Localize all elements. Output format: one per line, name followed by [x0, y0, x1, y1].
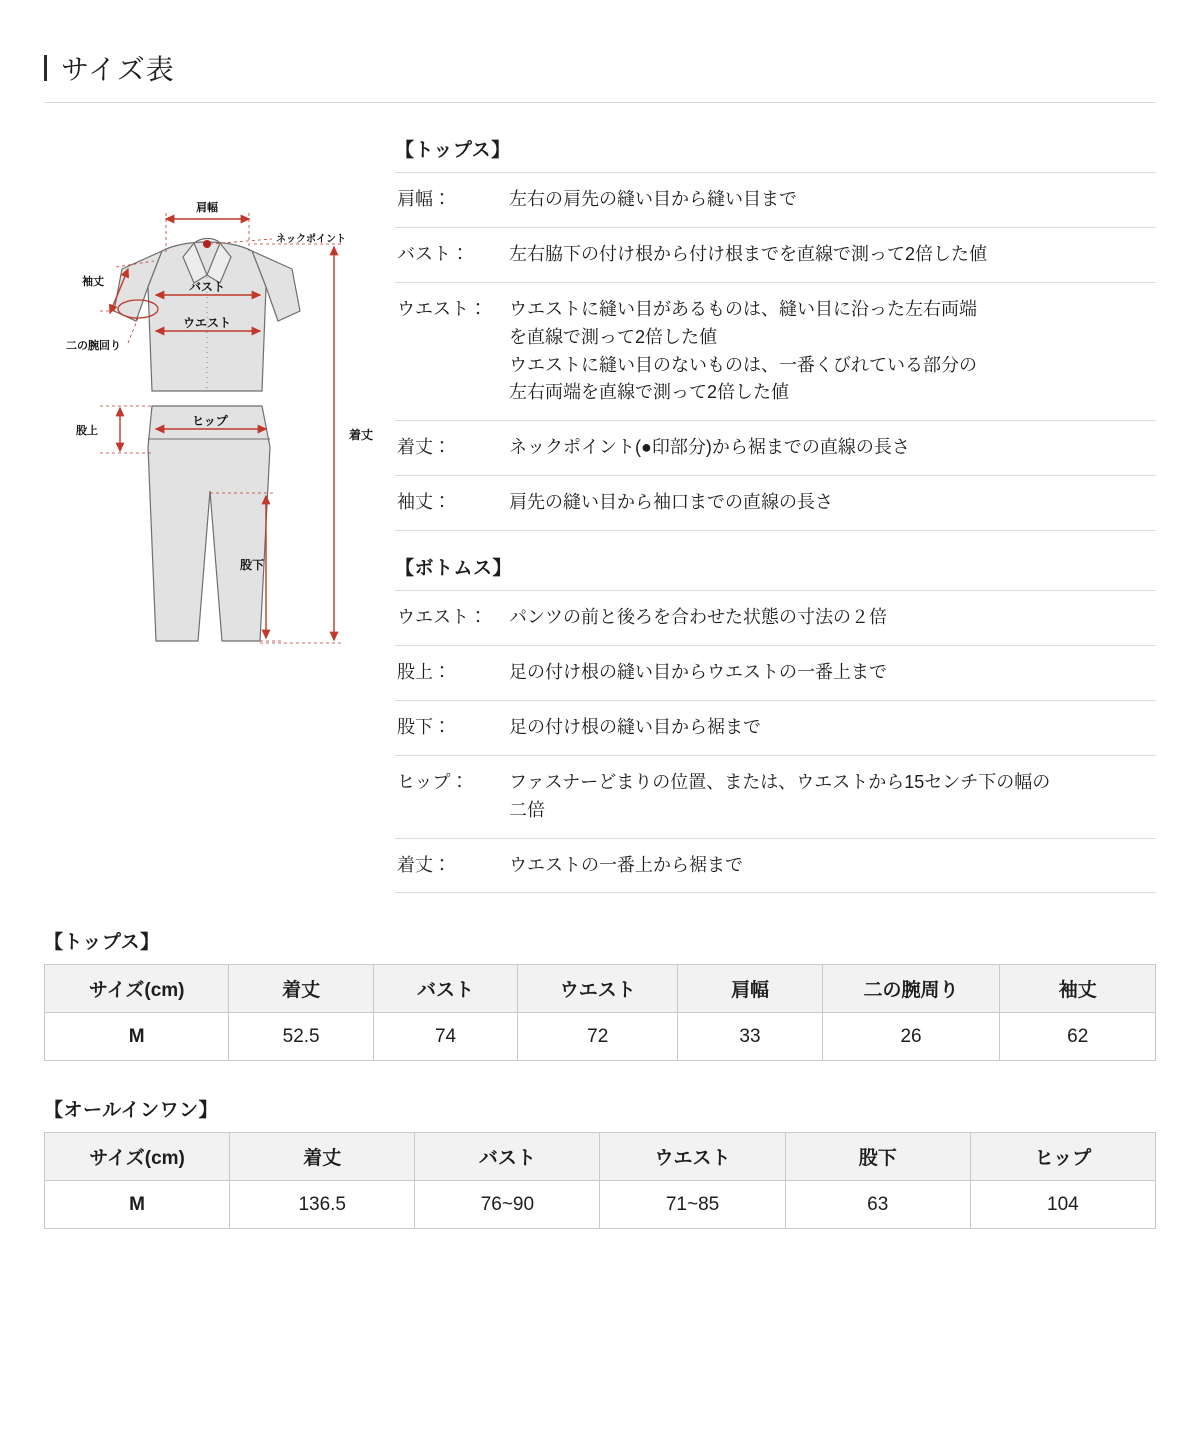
- definition-line: 肩先の縫い目から袖口までの直線の長さ: [509, 492, 833, 513]
- table-cell: 71~85: [600, 1181, 785, 1229]
- definition-line: 左右の肩先の縫い目から縫い目まで: [509, 189, 797, 209]
- definition-row: [395, 227, 1156, 282]
- definition-description: [501, 604, 1154, 632]
- definition-line: パンツの前と後ろを合わせた状態の寸法の２倍: [509, 607, 887, 628]
- table-cell: 76~90: [415, 1181, 600, 1229]
- definition-row: [395, 755, 1156, 838]
- definition-term: ヒップ：: [397, 771, 469, 792]
- column-header: バスト: [415, 1133, 600, 1181]
- definition-term: 股上：: [397, 662, 451, 683]
- figure-label-dress-length: 着丈: [349, 428, 374, 442]
- definition-term: ウエスト：: [397, 607, 487, 628]
- table-cell: 62: [1000, 1013, 1156, 1061]
- figure-label-waist: ウエスト: [182, 316, 232, 330]
- allinone-size-table: [44, 1132, 1156, 1229]
- figure-label-inseam: 股下: [240, 558, 265, 572]
- tops-size-table: [44, 964, 1156, 1061]
- tops-table-caption: 【トップス】: [44, 932, 160, 954]
- definition-line: 足の付け根の縫い目からウエストの一番上まで: [509, 662, 887, 683]
- definition-description: [501, 434, 1154, 462]
- table-cell: 136.5: [230, 1181, 415, 1229]
- definition-term: 着丈：: [397, 854, 451, 875]
- figure-label-upper-arm: 二の腕回り: [66, 340, 121, 352]
- definitions-bottom-divider: [395, 892, 1156, 893]
- definition-term: 肩幅：: [397, 189, 451, 209]
- column-header: バスト: [373, 965, 517, 1013]
- table-cell: 63: [785, 1181, 970, 1229]
- measurement-guide-section: [44, 131, 1156, 893]
- title-accent-bar: [44, 55, 47, 81]
- table-cell: 72: [518, 1013, 678, 1061]
- definition-row: [395, 838, 1156, 893]
- definition-term: ウエスト：: [397, 298, 487, 319]
- figure-label-shoulder: 肩幅: [196, 202, 218, 214]
- table-cell: 52.5: [229, 1013, 373, 1061]
- column-header: 着丈: [229, 965, 373, 1013]
- page-title: [44, 48, 1156, 102]
- definition-row: [395, 420, 1156, 475]
- column-header: 二の腕周り: [822, 965, 1000, 1013]
- definition-line: ネックポイント(●印部分)から裾までの直線の長さ: [509, 437, 910, 458]
- definition-line: ウエストの一番上から裾まで: [509, 854, 743, 875]
- definition-line: 左右両端を直線で測って2倍した値: [509, 382, 790, 403]
- table-cell: 104: [970, 1181, 1155, 1229]
- definition-term: 股下：: [397, 716, 451, 737]
- definition-row: [395, 700, 1156, 755]
- definition-line: ウエストに縫い目があるものは、縫い目に沿った左右両端: [509, 298, 977, 319]
- figure-label-hip: ヒップ: [192, 414, 228, 428]
- measurement-figure: [44, 131, 389, 711]
- definition-description: [501, 186, 1154, 214]
- page-title-text: サイズ表: [61, 54, 175, 85]
- definition-line: 二倍: [509, 799, 545, 820]
- definition-description: [501, 296, 1154, 408]
- definition-term: バスト：: [397, 243, 469, 264]
- column-header: 股下: [785, 1133, 970, 1181]
- table-cell-size: M: [45, 1013, 229, 1061]
- table-header-row: [45, 1133, 1156, 1181]
- column-header: ヒップ: [970, 1133, 1155, 1181]
- definition-term: 袖丈：: [397, 492, 451, 513]
- definitions-column: [389, 131, 1156, 893]
- definition-row: [395, 475, 1156, 530]
- definition-row: [395, 282, 1156, 421]
- definition-line: 左右脇下の付け根から付け根までを直線で測って2倍した値: [509, 243, 988, 264]
- allinone-table-caption: 【オールインワン】: [44, 1100, 219, 1122]
- allinone-size-table-block: [44, 1095, 1156, 1229]
- definition-row: [395, 645, 1156, 700]
- table-cell: 26: [822, 1013, 1000, 1061]
- figure-label-bust: バスト: [188, 280, 226, 294]
- definition-description: [501, 659, 1154, 687]
- bottoms-definitions-heading: 【ボトムス】: [395, 530, 1156, 590]
- table-cell: 33: [678, 1013, 822, 1061]
- tops-size-table-block: [44, 927, 1156, 1061]
- column-header: ウエスト: [600, 1133, 785, 1181]
- definition-description: [501, 714, 1154, 742]
- definition-term: 着丈：: [397, 437, 451, 458]
- table-cell: 74: [373, 1013, 517, 1061]
- table-cell-size: M: [45, 1181, 230, 1229]
- table-row: [45, 1013, 1156, 1061]
- definition-row: [395, 172, 1156, 227]
- definition-line: ウエストに縫い目のないものは、一番くびれている部分の: [509, 354, 977, 375]
- definition-row: [395, 590, 1156, 645]
- figure-label-rise: 股上: [76, 425, 98, 437]
- column-header: サイズ(cm): [45, 1133, 230, 1181]
- column-header: 肩幅: [678, 965, 822, 1013]
- definition-description: [501, 489, 1154, 517]
- table-header-row: [45, 965, 1156, 1013]
- garment-diagram-svg: [44, 191, 389, 711]
- definition-description: [501, 852, 1154, 880]
- column-header: サイズ(cm): [45, 965, 229, 1013]
- definition-line: ファスナーどまりの位置、または、ウエストから15センチ下の幅の: [509, 771, 1051, 792]
- figure-label-neckpoint: ネックポイント: [276, 234, 346, 245]
- figure-label-sleeve: 袖丈: [82, 276, 104, 288]
- title-divider: [44, 102, 1156, 103]
- table-row: [45, 1181, 1156, 1229]
- column-header: 着丈: [230, 1133, 415, 1181]
- column-header: ウエスト: [518, 965, 678, 1013]
- definition-description: [501, 241, 1154, 269]
- definition-line: 足の付け根の縫い目から裾まで: [509, 716, 761, 737]
- column-header: 袖丈: [1000, 965, 1156, 1013]
- definition-description: [501, 769, 1154, 825]
- tops-definitions-heading: 【トップス】: [395, 140, 511, 161]
- definition-line: を直線で測って2倍した値: [509, 326, 718, 347]
